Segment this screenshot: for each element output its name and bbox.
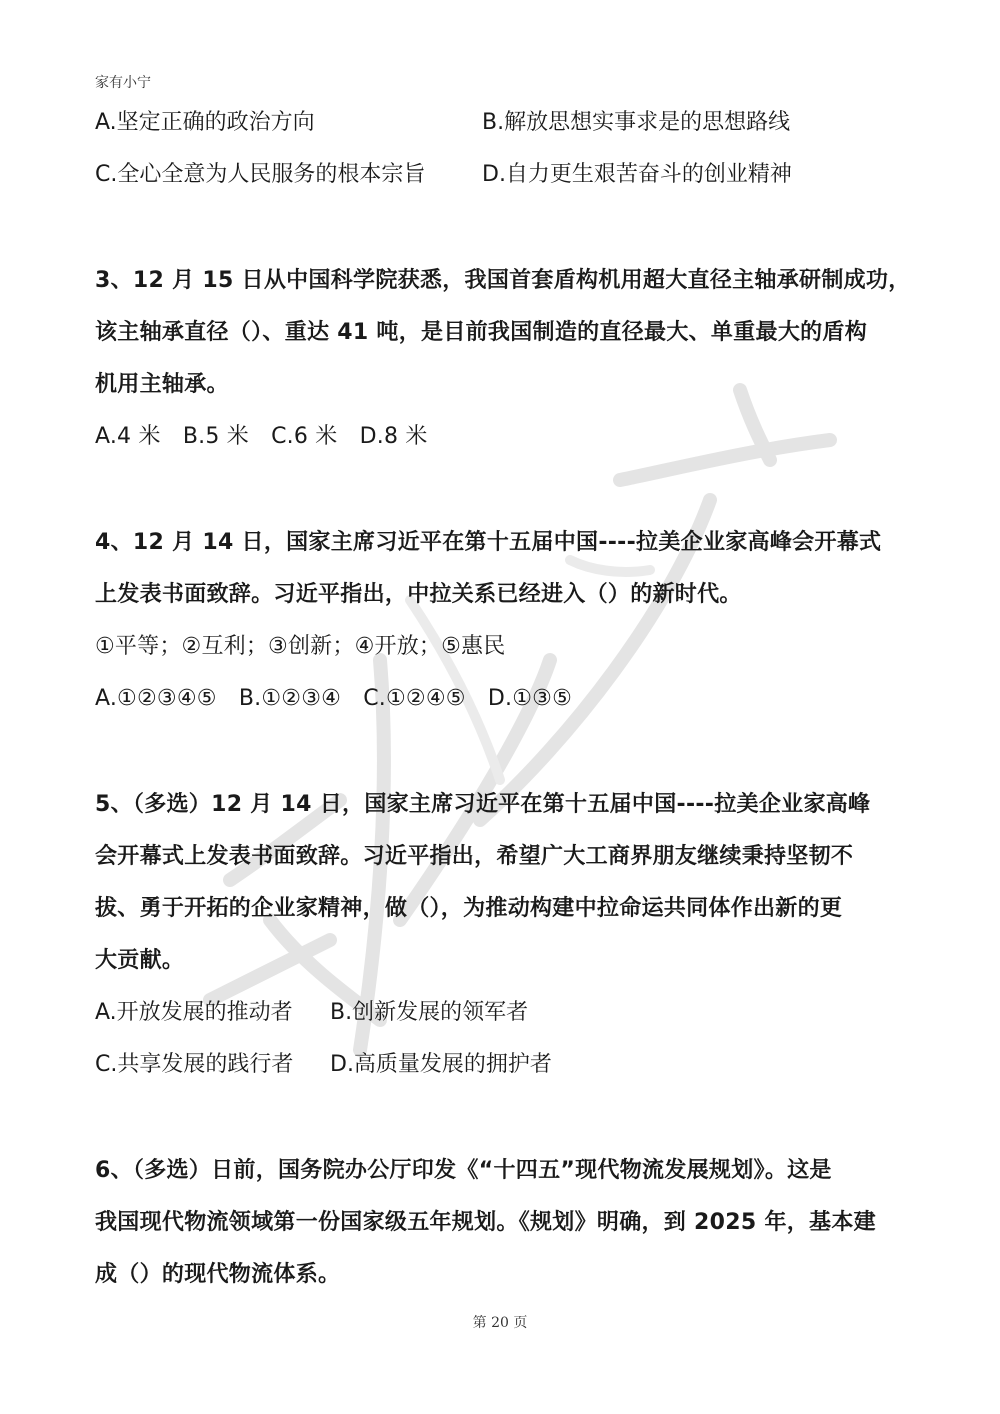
q5-line: 拔、勇于开拓的企业家精神，做（），为推动构建中拉命运共同体作出新的更 (95, 896, 843, 921)
q2-option-a: A.坚定正确的政治方向 (95, 110, 315, 135)
q5-option-a: A.开放发展的推动者 (95, 1000, 293, 1025)
q3-line: 3、12 月 15 日从中国科学院获悉，我国首套盾构机用超大直径主轴承研制成功， (95, 268, 911, 293)
q6-line: 成（）的现代物流体系。 (95, 1262, 341, 1287)
q6-line: 我国现代物流领域第一份国家级五年规划。《规划》明确，到 2025 年，基本建 (95, 1210, 876, 1235)
q6-line: 6、（多选）日前，国务院办公厅印发《“十四五”现代物流发展规划》。这是 (95, 1158, 832, 1183)
q5-line: 会开幕式上发表书面致辞。习近平指出，希望广大工商界朋友继续秉持坚韧不 (95, 844, 854, 869)
q4-line: 4、12 月 14 日，国家主席习近平在第十五届中国----拉美企业家高峰会开幕式 (95, 530, 882, 555)
q5-line: 大贡献。 (95, 948, 185, 973)
q4-options: A.①②③④⑤ B.①②③④ C.①②④⑤ D.①③⑤ (95, 686, 572, 711)
q5-option-b: B.创新发展的领军者 (330, 1000, 529, 1025)
q2-option-c: C.全心全意为人民服务的根本宗旨 (95, 162, 426, 187)
q5-option-c: C.共享发展的践行者 (95, 1052, 294, 1077)
q3-options: A.4 米 B.5 米 C.6 米 D.8 米 (95, 424, 428, 449)
q3-line: 该主轴承直径（）、重达 41 吨，是目前我国制造的直径最大、单重最大的盾构 (95, 320, 868, 345)
q4-line: 上发表书面致辞。习近平指出，中拉关系已经进入（）的新时代。 (95, 582, 742, 607)
q5-line: 5、（多选）12 月 14 日，国家主席习近平在第十五届中国----拉美企业家高峰 (95, 792, 871, 817)
q3-line: 机用主轴承。 (95, 372, 229, 397)
q5-option-d: D.高质量发展的拥护者 (330, 1052, 552, 1077)
q2-option-b: B.解放思想实事求是的思想路线 (482, 110, 791, 135)
page-number: 第 20 页 (472, 1315, 528, 1331)
page-header: 家有小宁 (95, 75, 151, 91)
q2-option-d: D.自力更生艰苦奋斗的创业精神 (482, 162, 792, 187)
q4-items: ①平等；②互利；③创新；④开放；⑤惠民 (95, 634, 506, 659)
